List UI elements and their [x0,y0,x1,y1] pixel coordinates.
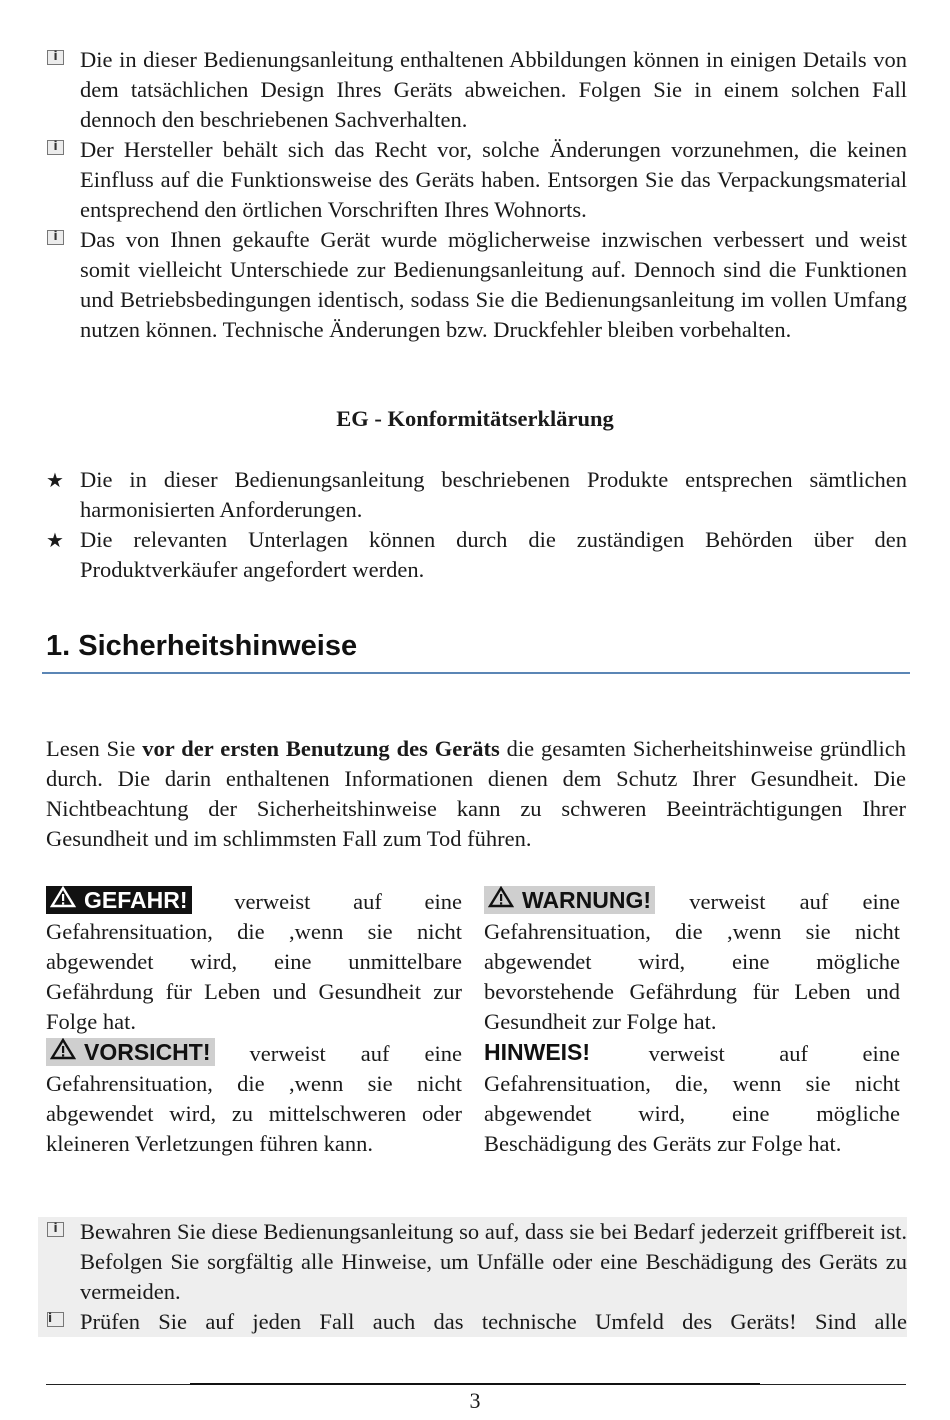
info-item [44,225,907,345]
info-item [38,1307,907,1337]
conformity-item-text: Die in dieser Bedienungsanleitung beschriebenen Produkte entsprechen sämtlichen harmonisierten Anforderungen. [80,467,907,522]
hinweis-text: verweist auf eine Gefahrensituation, die, wenn sie nicht abgewendet wird, eine mögliche Beschädigung des Geräts zur Folge hat. [484,1041,900,1156]
vorsicht-text: verweist auf eine Gefahrensituation, die ,wenn sie nicht abgewendet wird, zu mittelschweren oder kleineren Verletzungen führen kann. [46,1041,462,1156]
info-item-text: Bewahren Sie diese Bedienungsanleitung so auf, dass sie bei Bedarf jederzeit griffbereit ist. Befolgen Sie sorgfältig alle Hinweise, um Unfälle oder eine Beschädigung des Geräts zu vermeiden. [80,1219,907,1304]
section-heading: 1. Sicherheitshinweise [46,630,358,662]
info-item-text: Die in dieser Bedienungsanleitung enthaltenen Abbildungen können in einigen Details von dem tatsächlichen Design Ihres Geräts abweichen. Folgen Sie in einem solchen Fall dennoch den beschriebenen Sachverhalten. [80,47,907,132]
intro-info-list [44,45,907,345]
conformity-item-text: Die relevanten Unterlagen können durch die zuständigen Behörden über den Produktverkäufer angefordert werden. [80,527,907,582]
signal-hinweis [484,1038,900,1159]
info-item-text: Prüfen Sie auf jeden Fall auch das technische Umfeld des Geräts! Sind alle [80,1309,907,1334]
warning-triangle-icon [50,1038,76,1060]
warning-triangle-icon [488,886,514,908]
page-number: 3 [469,1388,481,1413]
info-icon [47,140,64,155]
info-item [44,45,907,135]
star-bullet-icon: ★ [46,468,64,492]
safety-intro-bold: vor der ersten Benutzung des Geräts [142,736,500,761]
signal-warnung [484,886,900,1037]
conformity-item [44,465,907,525]
safety-intro-paragraph [46,734,906,854]
conformity-list [44,465,907,585]
info-item [44,135,907,225]
safety-intro-start: Lesen Sie [46,736,143,761]
gefahr-text: verweist auf eine Gefahrensituation, die ,wenn sie nicht abgewendet wird, eine unmittelbare Gefährdung für Leben und Gesundheit zur Folge hat. [46,889,462,1034]
gefahr-label: GEFAHR! [84,887,188,913]
info-icon [47,230,64,245]
info-item-text: Der Hersteller behält sich das Recht vor, solche Änderungen vorzunehmen, die keinen Einfluss auf die Funktionsweise des Geräts haben. Entsorgen Sie das Verpackungsmaterial entsprechend den örtlichen Vorschriften Ihres Wohnorts. [80,137,907,222]
info-icon [47,1312,64,1327]
safety-intro-rest: die gesamten Sicherheitshinweise gründlich durch. Die darin enthaltenen Informationen dienen dem Schutz Ihrer Gesundheit. Die Nichtbeachtung der Sicherheitshinweise kann zu schweren Beeinträchtigungen Ihrer Gesundheit und im schlimmsten Fall zum Tod führen. [46,736,906,851]
info-icon [47,1222,64,1237]
footer-rule-accent [190,1383,760,1385]
warning-triangle-icon [50,886,76,908]
signal-gefahr [46,886,462,1037]
info-item [38,1217,907,1307]
signal-vorsicht [46,1038,462,1159]
star-bullet-icon: ★ [46,528,64,552]
bottom-info-list [38,1217,907,1337]
warnung-label: WARNUNG! [522,887,652,913]
hinweis-badge [484,1038,594,1066]
heading-rule [42,672,910,674]
conformity-title: EG - Konformitätserklärung [336,406,614,431]
warnung-text: verweist auf eine Gefahrensituation, die ,wenn sie nicht abgewendet wird, eine mögliche bevorstehende Gefährdung für Leben und Gesundheit zur Folge hat. [484,889,900,1034]
info-icon [47,50,64,65]
warnung-badge [484,886,655,914]
info-item-text: Das von Ihnen gekaufte Gerät wurde möglicherweise inzwischen verbessert und weist somit vielleicht Unterschiede zur Bedienungsanleitung auf. Dennoch sind die Funktionen und Betriebsbedingungen identisch, sodass Sie die Bedienungsanleitung im vollen Umfang nutzen können. Technische Änderungen bzw. Druckfehler bleiben vorbehalten. [80,227,907,342]
gefahr-badge [46,886,192,914]
conformity-item [44,525,907,585]
hinweis-label: HINWEIS! [484,1039,591,1065]
vorsicht-badge [46,1038,215,1066]
vorsicht-label: VORSICHT! [84,1039,211,1065]
